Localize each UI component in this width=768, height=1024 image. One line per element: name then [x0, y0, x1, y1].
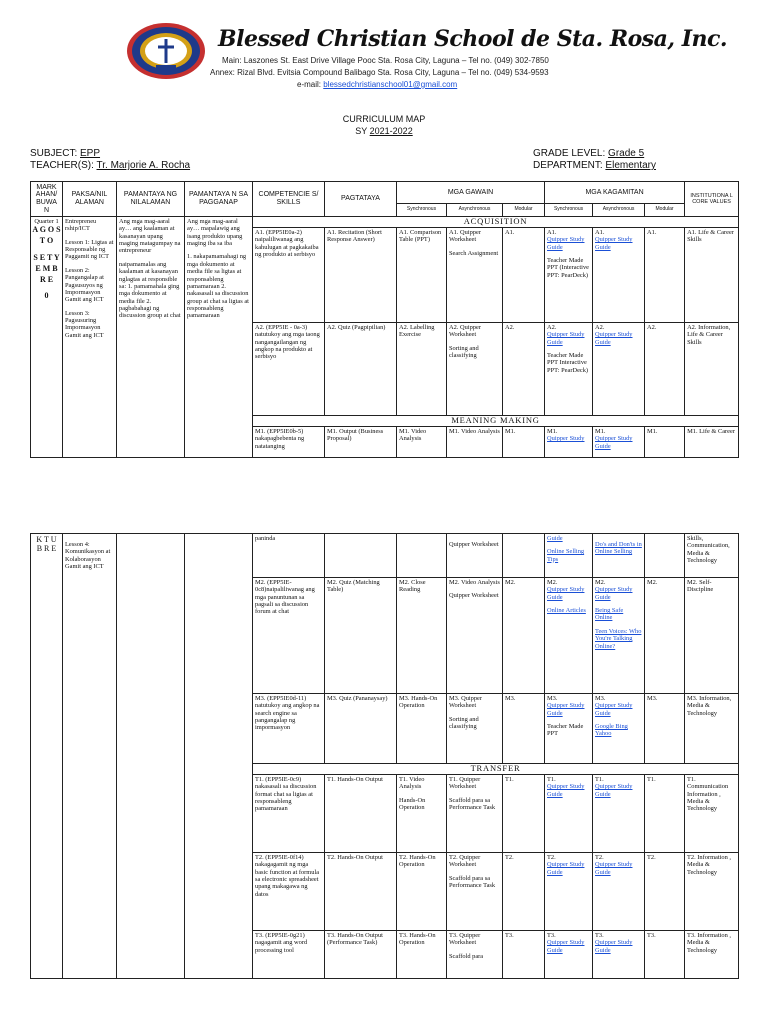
department-label: DEPARTMENT: — [533, 160, 603, 171]
a1-kasync-label: A1. — [595, 229, 605, 236]
t3-kasync-label: T3. — [595, 932, 604, 939]
t2-async-2: Scaffold para sa Performance Task — [449, 874, 496, 890]
a2-gawain-modular: A2. — [503, 323, 545, 416]
teacher-label: TEACHER(S): — [30, 160, 94, 171]
month-setyembre: S E T Y E M B R E — [33, 252, 60, 284]
pn-text-1: Ang mga mag-aaral ay… ang kaalaman at kasanayan upang maging matagumpay na entrepreneur — [119, 218, 181, 255]
t1-kagamitan-async — [593, 775, 645, 853]
m3-async-2: Sorting and classifying — [449, 715, 479, 731]
m1c-gawain-sync — [397, 534, 447, 578]
col-competencies: COMPETENCIE S/ SKILLS — [253, 182, 325, 217]
month-oktubre-start: 0 — [44, 291, 49, 301]
col-pamantayang-nilalaman: PAMANTAYA NG NILALAMAN — [117, 182, 185, 217]
t1-kasync-label: T1. — [595, 776, 604, 783]
a2-kagamitan-modular: A2. — [645, 323, 685, 416]
m2-kasync-label: M2. — [595, 579, 606, 586]
m3-kagamitan-async — [593, 694, 645, 764]
annex-address: Annex: Rizal Blvd. Evitsia Compound Balibago Sta. Rosa City, Laguna – Tel no. (049) 534-9593 — [210, 68, 549, 77]
m1-gawain-modular: M1. — [503, 427, 545, 458]
m3-competency: M3. (EPP5IE0d-11) natutukoy ang angkop na search engine sa pangangalap ng impormasyon — [253, 694, 325, 764]
paksa-cell — [63, 217, 117, 458]
t3-ksync-label: T3. — [547, 932, 556, 939]
ps-text-1: Ang mga mag-aaral ay… mapalawig ang isang produkto upang maging iba sa iba — [187, 218, 243, 248]
teacher-value: Tr. Marjorie A. Rocha — [96, 160, 191, 171]
m1-kasync-link[interactable]: Quipper Study Guide — [595, 435, 633, 450]
m1c-kagamitan-sync — [545, 534, 593, 578]
paksa-lesson-4: Lesson 4: Komunikasyon at Kolaborasyon Gamit ang ICT — [65, 541, 111, 571]
subcol-gawain-modular: Modular — [503, 204, 545, 217]
ps-text-2: 1. nakapamamahagi ng mga dokumento at media file sa ligtas at responsableng pamamaraan 2. nakasasali sa discussion group at chat sa ligtas at responsableng pamamaraan — [187, 253, 249, 320]
m1-ksync-link[interactable]: Quipper Study — [547, 435, 585, 443]
a2-async-1: A2. Quipper Worksheet — [449, 324, 481, 339]
m1c-ksync-link-1[interactable]: Guide — [547, 535, 563, 542]
t2-kasync-label: T2. — [595, 854, 604, 861]
school-name: Blessed Christian School de Sta. Rosa, Inc. — [218, 26, 728, 52]
a2-gawain-async — [447, 323, 503, 416]
m2-kasync-link-3[interactable]: Teen Voices: Who You're Talking Online? — [595, 627, 642, 650]
curriculum-table-part-1 — [30, 181, 739, 458]
a1-ksync-link[interactable]: Quipper Study Guide — [547, 236, 585, 251]
subcol-kagamitan-modular: Modular — [645, 204, 685, 217]
t3-kagamitan-async — [593, 931, 645, 979]
t1-sync-1: T1. Video Analysis — [399, 776, 425, 791]
subcol-gawain-async: Asynchronous — [447, 204, 503, 217]
m1-pagtataya: M1. Output (Business Proposal) — [325, 427, 397, 458]
t2-competency: T2. (EPP5IE-0f14) nakagagamit ng mga basic function at formula sa electronic spreadsheet upang makagawa ng datos — [253, 853, 325, 931]
paksa-lesson-1: Lesson 1: Ligtas at Responsable ng Paggamit ng ICT — [65, 238, 114, 261]
m3-gawain-sync: M3. Hands-On Operation — [397, 694, 447, 764]
t2-ksync-link[interactable]: Quipper Study Guide — [547, 861, 585, 876]
t2-kasync-link[interactable]: Quipper Study Guide — [595, 861, 633, 876]
t3-ksync-link[interactable]: Quipper Study Guide — [547, 939, 585, 954]
department-value: Elementary — [605, 160, 656, 171]
col-mga-gawain: MGA GAWAIN — [397, 182, 545, 204]
m3-ksync-extra: Teacher Made PPT — [547, 723, 584, 738]
subject-label: SUBJECT: — [30, 148, 78, 159]
month-oktubre: K T U B R E — [31, 534, 63, 979]
email-link[interactable]: blessedchristianschool01@gmail.com — [323, 80, 458, 89]
t3-kasync-link[interactable]: Quipper Study Guide — [595, 939, 633, 954]
a1-kasync-link[interactable]: Quipper Study Guide — [595, 236, 633, 251]
a1-kagamitan-sync — [545, 228, 593, 323]
t3-async-2: Scaffold para — [449, 952, 484, 960]
paksa-lesson-3: Lesson 3: Pagsusuring Impormasyon Gamit ang ICT — [65, 309, 104, 339]
m2-kagamitan-sync — [545, 578, 593, 694]
t2-core-values: T2. Information , Media & Technology — [685, 853, 739, 931]
a1-pagtataya: A1. Recitation (Short Response Answer) — [325, 228, 397, 323]
month-agosto: A G O S T O — [32, 225, 61, 246]
a1-async-2: Search Assignment — [449, 249, 499, 257]
m2-async-1: M2. Video Analysis — [449, 579, 500, 586]
m3-pagtataya: M3. Quiz (Pananaysay) — [325, 694, 397, 764]
a2-core-values: A2. Information, Life & Career Skills — [685, 323, 739, 416]
t3-async-1: T3. Quipper Worksheet — [449, 932, 481, 947]
pn-text-2: naipamamalas ang kaalaman at kasanayan nglagtas at responsible sa: 1. pamamahala ging mga dokumento at media file 2. pagbabahagi ng discussion group at chat — [119, 260, 181, 320]
grade-line — [533, 148, 644, 159]
paksa-cell-continued — [63, 534, 117, 979]
phase-row-acquisition — [31, 217, 739, 228]
t1-pagtataya: T1. Hands-On Output — [325, 775, 397, 853]
main-address: Main: Laszones St. East Drive Village Pooc Sta. Rosa City, Laguna – Tel no. (049) 302-7850 — [222, 56, 549, 65]
t1-gawain-modular: T1. — [503, 775, 545, 853]
m3-async-1: M3. Quipper Worksheet — [449, 695, 483, 710]
m1-gawain-sync: M1. Video Analysis — [397, 427, 447, 458]
m3-kagamitan-sync — [545, 694, 593, 764]
col-markahan: MARK AHAN/ BUWA N — [31, 182, 63, 217]
pamantayang-nilalaman-cell — [117, 217, 185, 458]
paksa-entrepreneurship: Entrepreneu rship/ICT — [65, 218, 97, 233]
t1-gawain-async — [447, 775, 503, 853]
m2-ksync-label: M2. — [547, 579, 558, 586]
col-institutional-values: INSTITUTIONA L CORE VALUES — [685, 182, 739, 217]
m1c-core-values: Skills, Communication, Media & Technology — [685, 534, 739, 578]
m1c-kasync-link-1[interactable]: Do's and Don'ts in Online Selling — [595, 541, 642, 556]
email-label: e-mail: — [297, 80, 322, 89]
t2-async-1: T2. Quipper Worksheet — [449, 854, 481, 869]
m1c-pagtataya — [325, 534, 397, 578]
a2-kagamitan-sync — [545, 323, 593, 416]
t3-competency: T3. (EPP5IE-0g21) nagagamit ang word processing tool — [253, 931, 325, 979]
t1-sync-2: Hands-On Operation — [399, 796, 426, 812]
col-pagtataya: PAGTATAYA — [325, 182, 397, 217]
phase-transfer: TRANSFER — [253, 764, 739, 775]
t1-competency: T1. (EPP5IE-0c9) nakasasali sa discussion format chat sa ligtas at responsableng pamamaraan — [253, 775, 325, 853]
a1-ksync-label: A1. — [547, 229, 557, 236]
a1-gawain-async — [447, 228, 503, 323]
a2-kasync-link[interactable]: Quipper Study Guide — [595, 331, 633, 346]
m2-competency: M2. (EPP5IE-0c8)naipaliliwanag ang mga panuntunan sa pagsali sa discussion forum at chat — [253, 578, 325, 694]
t2-kagamitan-modular: T2. — [645, 853, 685, 931]
subcol-kagamitan-async: Asynchronous — [593, 204, 645, 217]
document-title: CURRICULUM MAP — [342, 114, 426, 124]
a1-async-1: A1. Quipper Worksheet — [449, 229, 481, 244]
t2-gawain-async — [447, 853, 503, 931]
a2-kagamitan-async — [593, 323, 645, 416]
m1-gawain-async: M1. Video Analysis — [447, 427, 503, 458]
m2-async-2: Quipper Worksheet — [449, 592, 499, 600]
pamantayan-sa-pagganap-cell — [185, 217, 253, 458]
t2-gawain-sync: T2. Hands-On Operation — [397, 853, 447, 931]
m2-core-values: M2. Self-Discipline — [685, 578, 739, 694]
a2-kasync-label: A2. — [595, 324, 605, 331]
quarter-label: Quarter 1 — [34, 218, 59, 225]
m1-ksync-label: M1. — [547, 428, 558, 435]
a1-kagamitan-async — [593, 228, 645, 323]
t1-kagamitan-sync — [545, 775, 593, 853]
a1-competency: A1. (EPP5IE0a-2) naipaliliwanag ang kahulugan at pagkakaiba ng produkto at serbisyo — [253, 228, 325, 323]
curriculum-table-part-2 — [30, 533, 739, 979]
t1-ksync-link[interactable]: Quipper Study Guide — [547, 783, 585, 798]
grade-label: GRADE LEVEL: — [533, 148, 606, 159]
m2-kagamitan-async — [593, 578, 645, 694]
t3-kagamitan-sync — [545, 931, 593, 979]
m1c-ksync-link-2[interactable]: Online Selling Tips — [547, 548, 585, 563]
teacher-line — [30, 160, 190, 171]
t1-ksync-label: T1. — [547, 776, 556, 783]
m2-kasync-link-1[interactable]: Quipper Study Guide — [595, 586, 633, 601]
m1-kagamitan-async — [593, 427, 645, 458]
a2-competency: A2. (EPP5IE - 0a-3) natutukoy ang mga taong nangangailangan ng angkop na produkto at serbisyo — [253, 323, 325, 416]
pamantayang-nilalaman-continued — [117, 534, 185, 979]
m3-gawain-async — [447, 694, 503, 764]
m3-core-values: M3. Information, Media & Technology — [685, 694, 739, 764]
markahan-cell — [31, 217, 63, 458]
phase-acquisition: ACQUISITION — [253, 217, 739, 228]
t1-gawain-sync — [397, 775, 447, 853]
a1-core-values: A1. Life & Career Skills — [685, 228, 739, 323]
sy-label: SY — [355, 126, 368, 136]
subject-value: EPP — [80, 148, 101, 159]
pamantayan-sa-pagganap-continued — [185, 534, 253, 979]
m1-kagamitan-modular: M1. — [645, 427, 685, 458]
t1-kasync-link[interactable]: Quipper Study Guide — [595, 783, 633, 798]
m2-gawain-modular: M2. — [503, 578, 545, 694]
m2-gawain-sync: M2. Close Reading — [397, 578, 447, 694]
a1-ksync-extra: Teacher Made PPT (Interactive PPT: PearDeck) — [547, 257, 589, 279]
m1c-gawain-async — [447, 534, 503, 578]
t2-kagamitan-async — [593, 853, 645, 931]
m3-kasync-label: M3. — [595, 695, 606, 702]
col-mga-kagamitan: MGA KAGAMITAN — [545, 182, 685, 204]
a2-ksync-label: A2. — [547, 324, 557, 331]
m1c-kagamitan-modular — [645, 534, 685, 578]
m1-core-values: M1. Life & Career — [685, 427, 739, 458]
m2-ksync-link-2[interactable]: Online Articles — [547, 607, 586, 615]
a1-kagamitan-modular: A1. — [645, 228, 685, 323]
a2-async-2: Sorting and classifying — [449, 344, 479, 360]
t1-async-2: Scaffold para sa Performance Task — [449, 796, 496, 812]
m1-kagamitan-sync — [545, 427, 593, 458]
m2-kagamitan-modular: M2. — [645, 578, 685, 694]
paksa-lesson-2: Lesson 2: Pangangalap at Pagsusuyos ng Impormasyon Gamit ang ICT — [65, 266, 104, 304]
a2-ksync-link[interactable]: Quipper Study Guide — [547, 331, 585, 346]
m2-ksync-link-1[interactable]: Quipper Study Guide — [547, 586, 585, 601]
m2-pagtataya: M2. Quiz (Matching Table) — [325, 578, 397, 694]
phase-meaning-making: MEANING MAKING — [253, 416, 739, 427]
grade-value: Grade 5 — [608, 148, 645, 159]
table-header-row — [31, 182, 739, 204]
t3-gawain-async — [447, 931, 503, 979]
t2-ksync-label: T2. — [547, 854, 556, 861]
t1-async-1: T1. Quipper Worksheet — [449, 776, 481, 791]
t3-core-values: T3. Information , Media & Technology — [685, 931, 739, 979]
m3-kasync-link-1[interactable]: Quipper Study Guide — [595, 702, 633, 717]
m1-kasync-label: M1. — [595, 428, 606, 435]
a2-pagtataya: A2. Quiz (Pagpipilian) — [325, 323, 397, 416]
t1-core-values: T1. Communication Information , Media & Technology — [685, 775, 739, 853]
col-pamantayan-sa-pagganap: PAMANTAYA N SA PAGGANAP — [185, 182, 253, 217]
t3-gawain-sync: T3. Hands-On Operation — [397, 931, 447, 979]
email-line — [297, 80, 457, 89]
col-paksa: PAKSA/NIL ALAMAN — [63, 182, 117, 217]
m3-kagamitan-modular: M3. — [645, 694, 685, 764]
a1-gawain-modular: A1. — [503, 228, 545, 323]
school-seal-logo — [126, 22, 206, 80]
m2-kasync-link-2[interactable]: Being Safe Online — [595, 607, 624, 622]
a1-gawain-sync: A1. Comparison Table (PPT) — [397, 228, 447, 323]
subject-line — [30, 148, 100, 159]
m3-gawain-modular: M3. — [503, 694, 545, 764]
m1c-async-text: Quipper Worksheet — [449, 541, 499, 548]
m1c-gawain-modular — [503, 534, 545, 578]
department-line — [533, 160, 656, 171]
m1c-kagamitan-async — [593, 534, 645, 578]
t3-kagamitan-modular: T3. — [645, 931, 685, 979]
t1-kagamitan-modular: T1. — [645, 775, 685, 853]
table-row-m1-continued — [31, 534, 739, 578]
m1-competency: M1. (EPP5IE0b-5) nakapagbebenta ng natatanging — [253, 427, 325, 458]
t3-gawain-modular: T3. — [503, 931, 545, 979]
t2-pagtataya: T2. Hands-On Output — [325, 853, 397, 931]
m3-ksync-label: M3. — [547, 695, 558, 702]
m2-gawain-async — [447, 578, 503, 694]
m3-ksync-link[interactable]: Quipper Study Guide — [547, 702, 585, 717]
a2-gawain-sync: A2. Labelling Exercise — [397, 323, 447, 416]
subcol-gawain-sync: Synchronous — [397, 204, 447, 217]
t2-kagamitan-sync — [545, 853, 593, 931]
t3-pagtataya: T3. Hands-On Output (Performance Task) — [325, 931, 397, 979]
m1c-competency: paninda — [253, 534, 325, 578]
subcol-kagamitan-sync: Synchronous — [545, 204, 593, 217]
a2-ksync-extra: Teacher Made PPT Interactive PPT: PearDeck) — [547, 352, 589, 374]
m3-kasync-link-2[interactable]: Google Bing Yahoo — [595, 723, 628, 738]
sy-value: 2021-2022 — [369, 126, 413, 136]
t2-gawain-modular: T2. — [503, 853, 545, 931]
school-year — [0, 126, 768, 136]
